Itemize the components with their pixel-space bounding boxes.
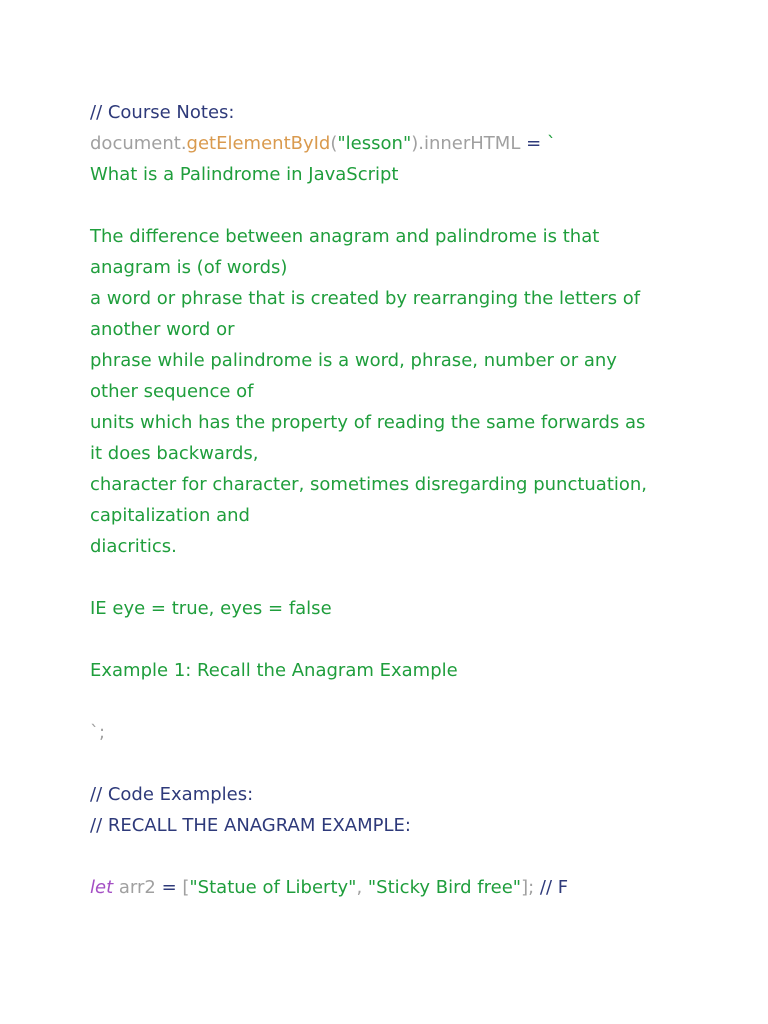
assign-operator: = — [155, 877, 183, 898]
paragraph-line: anagram is (of words) — [90, 257, 288, 278]
lesson-title: What is a Palindrome in JavaScript — [90, 164, 399, 185]
blank-line — [90, 841, 690, 872]
course-notes-comment: // Course Notes: — [90, 102, 235, 123]
paragraph-line: it does backwards, — [90, 443, 259, 464]
paragraph-line: capitalization and — [90, 505, 250, 526]
paragraph-line: The difference between anagram and palindrome is that — [90, 226, 600, 247]
get-element-by-id-method: getElementById — [186, 133, 331, 154]
lesson-id-string: "lesson" — [337, 133, 412, 154]
paragraph-line: other sequence of — [90, 381, 254, 402]
closing-backtick: `; — [90, 722, 106, 743]
sticky-bird-free-string: "Sticky Bird free" — [367, 877, 522, 898]
paragraph-line: units which has the property of reading the same forwards as — [90, 412, 646, 433]
blank-line — [90, 562, 690, 593]
blank-line — [90, 748, 690, 779]
example-1-line: Example 1: Recall the Anagram Example — [90, 660, 458, 681]
paragraph-line: character for character, sometimes disregarding punctuation, — [90, 474, 648, 495]
let-keyword: let — [90, 877, 114, 898]
open-paren: ( — [330, 133, 338, 154]
code-document — [90, 97, 690, 903]
code-examples-comment: // Code Examples: — [90, 784, 254, 805]
document-object: document. — [90, 133, 187, 154]
trailing-comment: // F — [534, 877, 569, 898]
paragraph-line: diacritics. — [90, 536, 177, 557]
paragraph-line: phrase while palindrome is a word, phrase, number or any — [90, 350, 617, 371]
ie-example-line: IE eye = true, eyes = false — [90, 598, 332, 619]
array-comma: , — [356, 877, 368, 898]
blank-line — [90, 190, 690, 221]
inner-html-property: ).innerHTML — [411, 133, 521, 154]
array-close-bracket: ]; — [521, 877, 535, 898]
paragraph-line: another word or — [90, 319, 235, 340]
open-backtick: ` — [546, 133, 556, 154]
array-open-bracket: [ — [182, 877, 190, 898]
assign-operator: = — [520, 133, 547, 154]
blank-line — [90, 686, 690, 717]
recall-anagram-comment: // RECALL THE ANAGRAM EXAMPLE: — [90, 815, 411, 836]
statue-of-liberty-string: "Statue of Liberty" — [189, 877, 357, 898]
let-arr2-line — [90, 872, 690, 903]
arr2-identifier: arr2 — [113, 877, 156, 898]
paragraph-line: a word or phrase that is created by rearranging the letters of — [90, 288, 641, 309]
inner-html-assignment-line — [90, 128, 690, 159]
blank-line — [90, 624, 690, 655]
